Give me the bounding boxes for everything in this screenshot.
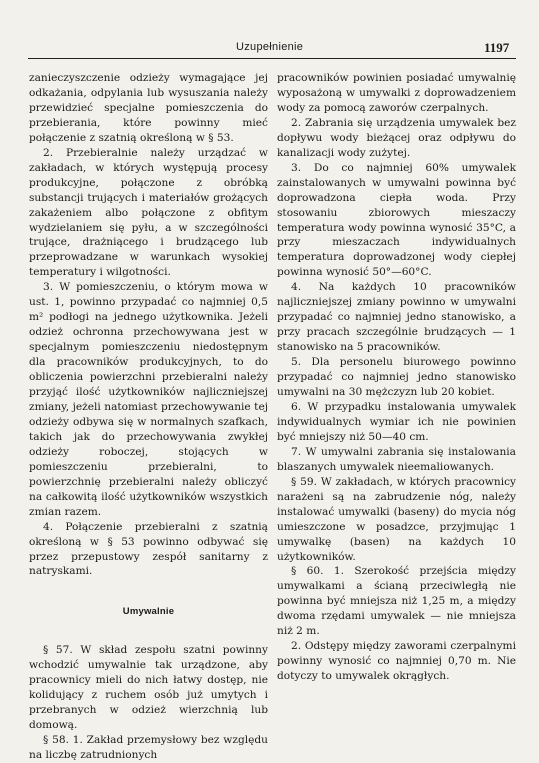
paragraph: zanieczyszczenie odzieży wymagające jej odkażania, odpylania lub wysuszania należy przewidzieć specjalne pomieszczenia do przebierania, które powinny mieć połączenie z szatnią określoną w § 53. — [29, 72, 268, 144]
section-heading: Umywalnie — [122, 606, 175, 618]
page-number: 1197 — [484, 40, 510, 55]
paragraph: § 58. 1. Zakład przemysłowy bez względu na liczbę zatrudnionych — [29, 734, 268, 762]
paragraph: § 60. 1. Szerokość przejścia między umywalkami a ścianą przeciwległą nie powinna być mniejsza niż 1,25 m, a między dwoma rzędami umywalek — nie mniejsza niż 2 m. — [277, 565, 516, 638]
paragraph: 2. Zabrania się urządzenia umywalek bez dopływu wody bieżącej oraz odpływu do kanalizacji wody zużytej. — [277, 116, 516, 159]
paragraph: 4. Połączenie przebieralni z szatnią określoną w § 53 powinno odbywać się przez przepustowy zespół sanitarny z natryskami. — [29, 520, 268, 578]
header-rule — [28, 58, 516, 59]
paragraph: 2. Przebieralnie należy urządzać w zakładach, w których występują procesy produkcyjne, połączone z obróbką substancji trujących i materiałów grożących zakażeniem albo połączone z obfitym wydzielaniem się pyłu, a w szczególności trujące, drażniącego i brudzącego lub przeprowadzane w warunkach wysokiej temperatury i wilgotności. — [29, 146, 268, 279]
paragraph: 2. Odstępy między zaworami czerpalnymi powinny wynosić co najmniej 0,70 m. Nie dotyczy to umywalek okrągłych. — [277, 640, 516, 683]
running-header-title: Uzupełnienie — [236, 41, 304, 53]
paragraph: 3. W pomieszczeniu, o którym mowa w ust. 1, powinno przypadać co najmniej 0,5 m² podłogi na jednego użytkownika. Jeżeli odzież ochronna przechowywana jest w specjalnym pomieszczeniu niedostępnym dla pracowników produkcyjnych, to do obliczenia powierzchni przebieralni należy przyjąć ilość użytkowników najliczniejszej zmiany, jeżeli natomiast przechowywanie tej odzieży odbywa się w normalnych szafkach, takich jak do przechowywania zwykłej odzieży roboczej, stojących w pomieszczeniu przebieralni, to powierzchnię przebieralni należy obliczyć na całkowitą ilość użytkowników wszystkich zmian razem. — [29, 281, 268, 518]
paragraph: 3. Do co najmniej 60% umywalek zainstalowanych w umywalni powinna być doprowadzona ciepła woda. Przy stosowaniu zbiorowych mieszaczy temperatura wody powinna wynosić 35°C, a przy mieszaczach indywidualnych temperatura doprowadzonej wody ciepłej powinna wynosić 50°—60°C. — [277, 161, 516, 279]
paragraph: 7. W umywalni zabrania się instalowania blaszanych umywalek nieemaliowanych. — [277, 445, 516, 473]
paragraph: § 57. W skład zespołu szatni powinny wchodzić umywalnie tak urządzone, aby pracownicy mieli do nich łatwy dostęp, nie kolidujący z ruchem osób już umytych i przebranych w odzież wierzchnią lub domową. — [29, 644, 268, 732]
right-column — [277, 71, 516, 684]
paragraph: 4. Na każdych 10 pracowników najliczniejszej zmiany powinno w umywalni przypadać co najmniej jedno stanowisko, a przy pracach szczególnie brudzących — 1 stanowisko na 5 pracowników. — [277, 281, 516, 354]
running-header — [0, 38, 539, 60]
left-column — [29, 71, 268, 763]
paragraph: 6. W przypadku instalowania umywalek indywidualnych wymiar ich nie powinien być mniejszy niż 50—40 cm. — [277, 400, 516, 443]
paragraph: pracowników powinien posiadać umywalnię wyposażoną w umywalki z doprowadzeniem wody za pomocą zaworów czerpalnych. — [277, 72, 516, 114]
paragraph: § 59. W zakładach, w których pracownicy narażeni są na zabrudzenie nóg, należy instalować umywalki (baseny) do mycia nóg umieszczone w posadzce, przyjmując 1 umywalkę (basen) na każdych 10 użytkowników. — [277, 475, 516, 563]
paragraph: 5. Dla personelu biurowego powinno przypadać co najmniej jedno stanowisko umywalni na 30 mężczyzn lub 20 kobiet. — [277, 356, 516, 399]
